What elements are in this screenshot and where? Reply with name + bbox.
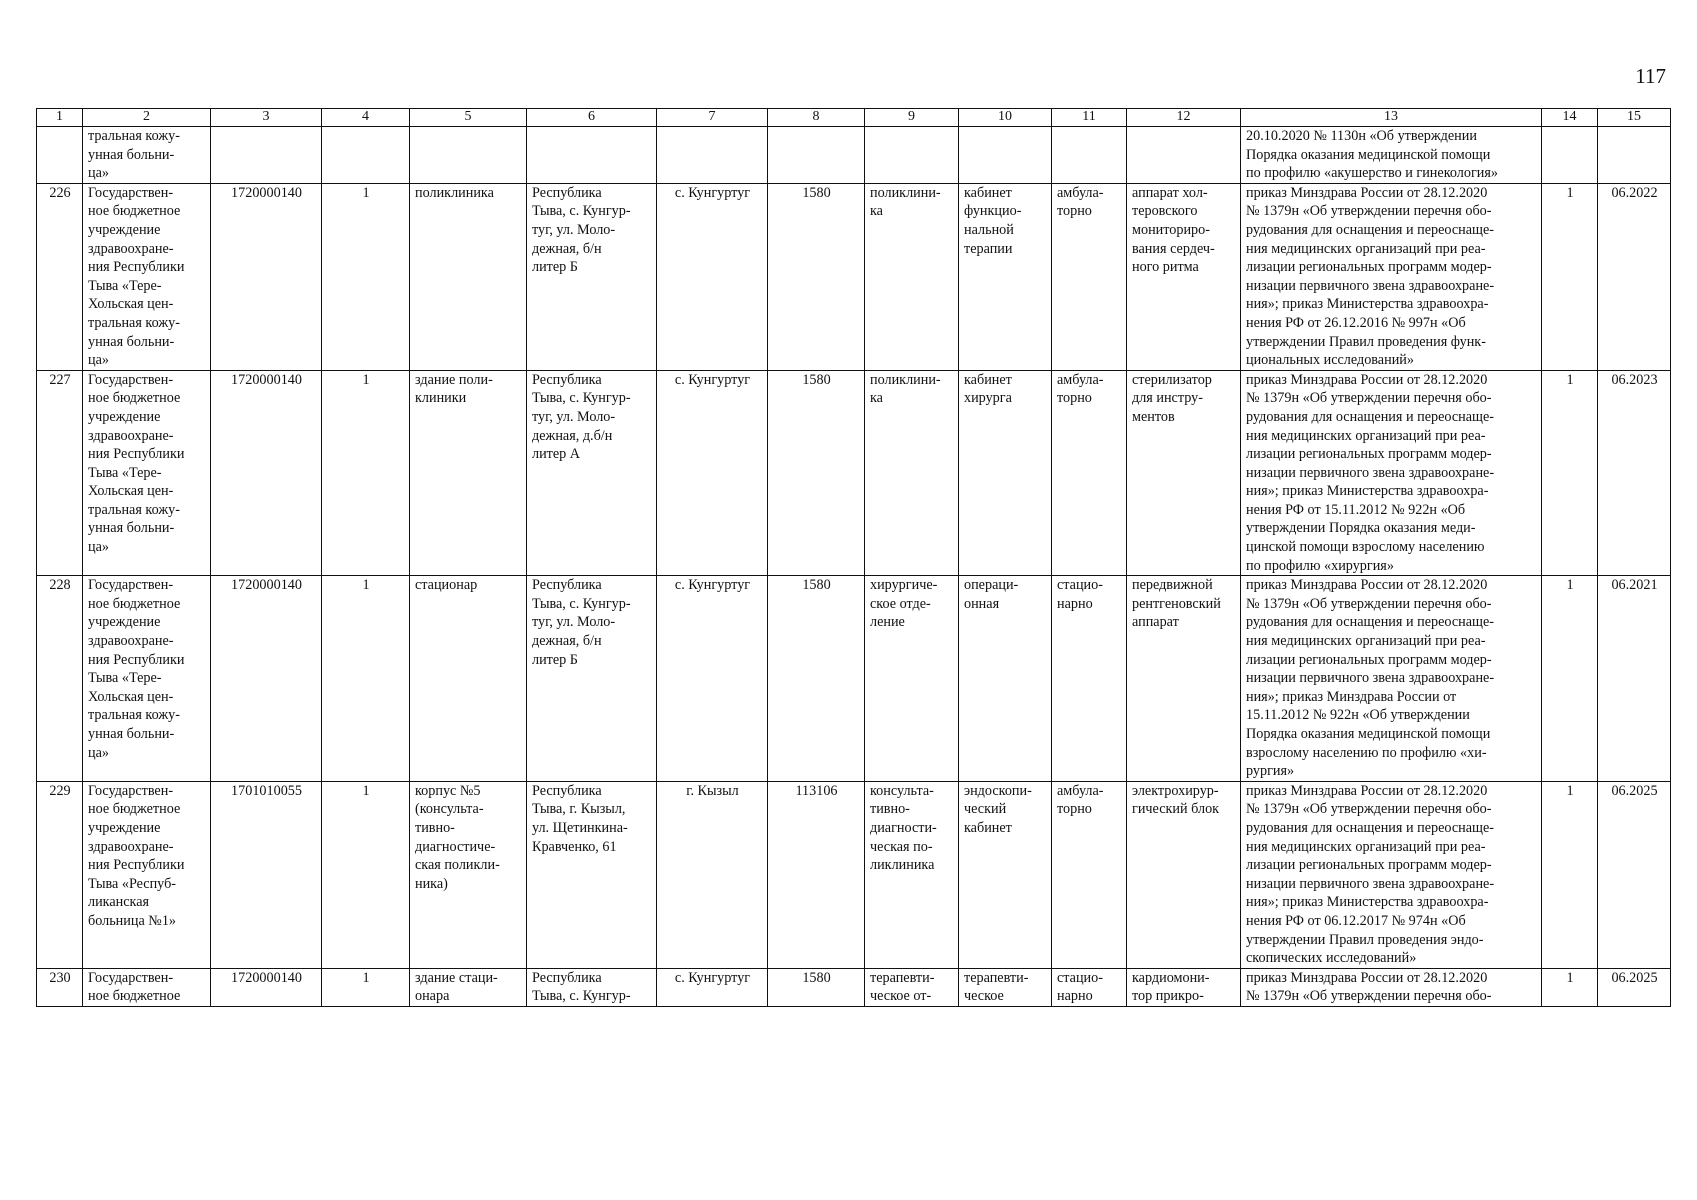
table-row (37, 576, 1671, 782)
quantity: 1 (1542, 781, 1598, 968)
population: 113106 (768, 781, 865, 968)
settlement (657, 127, 768, 184)
equipment: передвижной рентгеновский аппарат (1127, 576, 1241, 782)
department (865, 127, 959, 184)
building-type: здание стаци- онара (410, 968, 527, 1006)
institution-code (211, 127, 322, 184)
legal-basis: приказ Минздрава России от 28.12.2020 № 1379н «Об утверждении перечня обо- рудования для оснащения и переоснаще- ния медицинских организаций при реа- лизации региональных программ модер- низации первичного звена здравоохране- ния»; приказ Министерства здравоохра- нения РФ от 26.12.2016 № 997н «Об утверждении Правил проведения функ- циональных исследований» (1241, 183, 1542, 370)
cabinet: кабинет функцио- нальной терапии (959, 183, 1052, 370)
legal-basis: приказ Минздрава России от 28.12.2020 № 1379н «Об утверждении перечня обо- рудования для оснащения и переоснаще- ния медицинских организаций при реа- лизации региональных программ модер- низации первичного звена здравоохране- ния»; приказ Министерства здравоохра- нения РФ от 06.12.2017 № 974н «Об утверждении Правил проведения эндо- скопических исследований» (1241, 781, 1542, 968)
population: 1580 (768, 183, 865, 370)
building-type: корпус №5 (консульта- тивно- диагностиче- ская поликли- ника) (410, 781, 527, 968)
cabinet: эндоскопи- ческий кабинет (959, 781, 1052, 968)
quantity (1542, 127, 1598, 184)
institution-name: Государствен- ное бюджетное учреждение здравоохране- ния Республики Тыва «Тере- Хольская цен- тральная кожу- унная больни- ца» (83, 370, 211, 576)
table-row (37, 127, 1671, 184)
column-header: 2 (83, 109, 211, 127)
care-mode: стацио- нарно (1052, 968, 1127, 1006)
equipment-table (36, 108, 1671, 1007)
building-type (410, 127, 527, 184)
institution-code: 1720000140 (211, 576, 322, 782)
column-header: 9 (865, 109, 959, 127)
building-count (322, 127, 410, 184)
column-header: 10 (959, 109, 1052, 127)
address: Республика Тыва, с. Кунгур- туг, ул. Моло- дежная, б/н литер Б (527, 576, 657, 782)
equipment: аппарат хол- теровского мониториро- вания сердеч- ного ритма (1127, 183, 1241, 370)
row-number: 229 (37, 781, 83, 968)
table-row (37, 781, 1671, 968)
department: поликлини- ка (865, 370, 959, 576)
column-header: 8 (768, 109, 865, 127)
address: Республика Тыва, с. Кунгур- туг, ул. Моло- дежная, б/н литер Б (527, 183, 657, 370)
deadline: 06.2021 (1598, 576, 1671, 782)
quantity: 1 (1542, 576, 1598, 782)
care-mode: амбула- торно (1052, 781, 1127, 968)
row-number (37, 127, 83, 184)
institution-name: Государствен- ное бюджетное учреждение здравоохране- ния Республики Тыва «Тере- Хольская цен- тральная кожу- унная больни- ца» (83, 576, 211, 782)
row-number: 227 (37, 370, 83, 576)
address: Республика Тыва, с. Кунгур- туг, ул. Моло- дежная, д.б/н литер А (527, 370, 657, 576)
institution-code: 1720000140 (211, 968, 322, 1006)
population: 1580 (768, 370, 865, 576)
legal-basis: приказ Минздрава России от 28.12.2020 № 1379н «Об утверждении перечня обо- рудования для оснащения и переоснаще- ния медицинских организаций при реа- лизации региональных программ модер- низации первичного звена здравоохране- ния»; приказ Минздрава России от 15.11.2012 № 922н «Об утверждении Порядка оказания медицинской помощи взрослому населению по профилю «хи- рургия» (1241, 576, 1542, 782)
table-row (37, 968, 1671, 1006)
address (527, 127, 657, 184)
column-header: 15 (1598, 109, 1671, 127)
column-header: 1 (37, 109, 83, 127)
equipment (1127, 127, 1241, 184)
row-number: 228 (37, 576, 83, 782)
quantity: 1 (1542, 183, 1598, 370)
deadline: 06.2025 (1598, 781, 1671, 968)
institution-code: 1720000140 (211, 183, 322, 370)
deadline: 06.2023 (1598, 370, 1671, 576)
row-number: 230 (37, 968, 83, 1006)
row-number: 226 (37, 183, 83, 370)
equipment: стерилизатор для инстру- ментов (1127, 370, 1241, 576)
address: Республика Тыва, с. Кунгур- (527, 968, 657, 1006)
legal-basis: приказ Минздрава России от 28.12.2020 № 1379н «Об утверждении перечня обо- рудования для оснащения и переоснаще- ния медицинских организаций при реа- лизации региональных программ модер- низации первичного звена здравоохране- ния»; приказ Министерства здравоохра- нения РФ от 15.11.2012 № 922н «Об утверждении Порядка оказания меди- цинской помощи взрослому населению по профилю «хирургия» (1241, 370, 1542, 576)
column-header: 14 (1542, 109, 1598, 127)
settlement: с. Кунгуртуг (657, 370, 768, 576)
table-row (37, 183, 1671, 370)
institution-code: 1720000140 (211, 370, 322, 576)
institution-name: Государствен- ное бюджетное учреждение здравоохране- ния Республики Тыва «Тере- Хольская цен- тральная кожу- унная больни- ца» (83, 183, 211, 370)
table-row (37, 370, 1671, 576)
care-mode: стацио- нарно (1052, 576, 1127, 782)
legal-basis: 20.10.2020 № 1130н «Об утверждении Порядка оказания медицинской помощи по профилю «акушерство и гинекология» (1241, 127, 1542, 184)
column-header: 4 (322, 109, 410, 127)
department: поликлини- ка (865, 183, 959, 370)
column-number-row (37, 109, 1671, 127)
building-count: 1 (322, 183, 410, 370)
equipment: электрохирур- гический блок (1127, 781, 1241, 968)
department: консульта- тивно- диагности- ческая по- ликлиника (865, 781, 959, 968)
settlement: г. Кызыл (657, 781, 768, 968)
quantity: 1 (1542, 370, 1598, 576)
cabinet (959, 127, 1052, 184)
population: 1580 (768, 576, 865, 782)
settlement: с. Кунгуртуг (657, 576, 768, 782)
cabinet: кабинет хирурга (959, 370, 1052, 576)
institution-code: 1701010055 (211, 781, 322, 968)
building-count: 1 (322, 576, 410, 782)
care-mode (1052, 127, 1127, 184)
equipment: кардиомони- тор прикро- (1127, 968, 1241, 1006)
care-mode: амбула- торно (1052, 370, 1127, 576)
institution-name: Государствен- ное бюджетное учреждение здравоохране- ния Республики Тыва «Респуб- ликанская больница №1» (83, 781, 211, 968)
column-header: 5 (410, 109, 527, 127)
cabinet: терапевти- ческое (959, 968, 1052, 1006)
legal-basis: приказ Минздрава России от 28.12.2020 № 1379н «Об утверждении перечня обо- (1241, 968, 1542, 1006)
population: 1580 (768, 968, 865, 1006)
building-count: 1 (322, 968, 410, 1006)
building-type: поликлиника (410, 183, 527, 370)
care-mode: амбула- торно (1052, 183, 1127, 370)
cabinet: операци- онная (959, 576, 1052, 782)
building-count: 1 (322, 781, 410, 968)
column-header: 7 (657, 109, 768, 127)
address: Республика Тыва, г. Кызыл, ул. Щетинкина- Кравченко, 61 (527, 781, 657, 968)
settlement: с. Кунгуртуг (657, 183, 768, 370)
building-count: 1 (322, 370, 410, 576)
department: терапевти- ческое от- (865, 968, 959, 1006)
population (768, 127, 865, 184)
column-header: 11 (1052, 109, 1127, 127)
quantity: 1 (1542, 968, 1598, 1006)
deadline: 06.2022 (1598, 183, 1671, 370)
page-number: 117 (1635, 64, 1666, 88)
column-header: 13 (1241, 109, 1542, 127)
institution-name: тральная кожу- унная больни- ца» (83, 127, 211, 184)
settlement: с. Кунгуртуг (657, 968, 768, 1006)
building-type: здание поли- клиники (410, 370, 527, 576)
column-header: 3 (211, 109, 322, 127)
column-header: 12 (1127, 109, 1241, 127)
department: хирургиче- ское отде- ление (865, 576, 959, 782)
column-header: 6 (527, 109, 657, 127)
institution-name: Государствен- ное бюджетное (83, 968, 211, 1006)
building-type: стационар (410, 576, 527, 782)
deadline (1598, 127, 1671, 184)
deadline: 06.2025 (1598, 968, 1671, 1006)
